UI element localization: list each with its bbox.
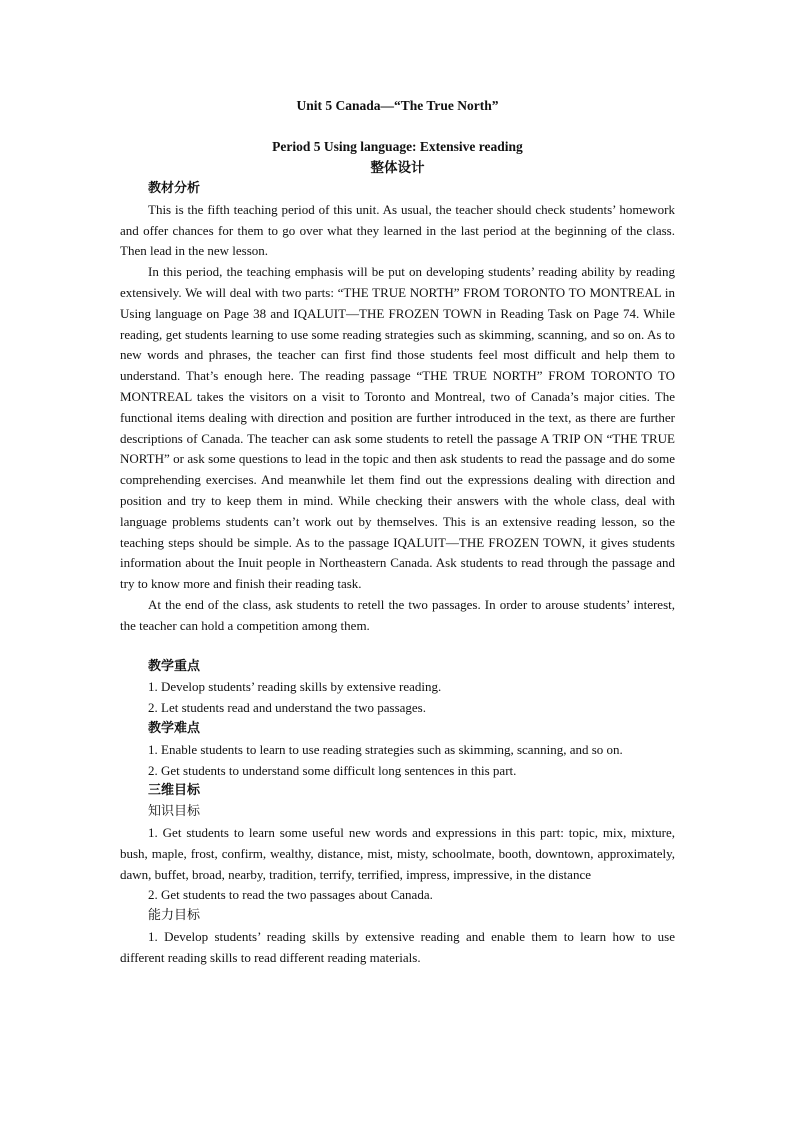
difficulties-heading: 教学难点 bbox=[148, 720, 201, 736]
textbook-paragraph-2: In this period, the teaching emphasis will be put on developing students’ reading ability by reading extensively. We will deal with two parts: “THE TRUE NORTH” FROM TORONTO TO MONTREAL in Using language on Page 38 and IQALUIT—THE FROZEN TOWN in Reading Task on Page 74. While reading, get students learning to use some reading strategies such as skimming, scanning, and so on. As to new words and phrases, the teacher can first find those students feel most difficult and help them to understand. That’s enough here. The reading passage “THE TRUE NORTH” FROM TORONTO TO MONTREAL takes the visitors on a visit to Toronto and Montreal, two of Canada’s major cities. The functional items dealing with direction and position are further introduced in the text, as there are further descriptions of Canada. The teacher can ask some students to retell the passage A TRIP ON “THE TRUE NORTH” or ask some questions to lead in the topic and then ask students to read the passage and do some comprehending exercises. And meanwhile let them find out the expressions dealing with direction and position and try to keep them in mind. While checking their answers with the whole class, deal with language problems students can’t work out by themselves. This is an extensive reading lesson, so the teaching steps should be simple. As to the passage IQALUIT—THE FROZEN TOWN, it gives students information about the Inuit people in Northeastern Canada. Ask students to read through the passage and try to know more and finish their reading task. bbox=[120, 264, 675, 592]
overall-design-heading: 整体设计 bbox=[370, 160, 425, 175]
textbook-analysis-heading: 教材分析 bbox=[148, 181, 201, 196]
ability-item: 1. Develop students’ reading skills by extensive reading and enable them to learn how to use different reading skills to read different reading materials. bbox=[120, 928, 675, 965]
difficulty-item: 2. Get students to understand some difficult long sentences in this part. bbox=[148, 762, 517, 778]
difficulty-item: 1. Enable students to learn to use reading strategies such as skimming, scanning, and so on. bbox=[148, 741, 623, 757]
document-page bbox=[120, 96, 675, 968]
textbook-paragraph-1: This is the fifth teaching period of this unit. As usual, the teacher should check students’ homework and offer chances for them to go over what they learned in the last period at the beginning of the class. Then lead in the new lesson. bbox=[120, 201, 675, 259]
knowledge-item: 1. Get students to learn some useful new words and expressions in this part: topic, mix, mixture, bush, maple, frost, confirm, wealthy, distance, mist, misty, schoolmate, booth, downtown, approximately, dawn, buffet, broad, nearby, tradition, terrify, terrified, impress, impressive, in the distance bbox=[120, 824, 675, 882]
unit-title: Unit 5 Canada—“The True North” bbox=[296, 98, 499, 113]
ability-objectives-heading: 能力目标 bbox=[148, 908, 201, 924]
section-spacer bbox=[120, 637, 675, 657]
key-points-heading: 教学重点 bbox=[148, 658, 201, 674]
period-title: Period 5 Using language: Extensive reading bbox=[272, 139, 523, 154]
key-point-item: 2. Let students read and understand the two passages. bbox=[148, 700, 426, 716]
objectives-heading: 三维目标 bbox=[148, 783, 201, 799]
knowledge-objectives-heading: 知识目标 bbox=[148, 804, 201, 820]
textbook-paragraph-3: At the end of the class, ask students to retell the two passages. In order to arouse students’ interest, the teacher can hold a competition among them. bbox=[120, 596, 675, 633]
title-spacer bbox=[120, 117, 675, 137]
knowledge-item: 2. Get students to read the two passages about Canada. bbox=[148, 887, 433, 903]
key-point-item: 1. Develop students’ reading skills by extensive reading. bbox=[148, 679, 442, 695]
